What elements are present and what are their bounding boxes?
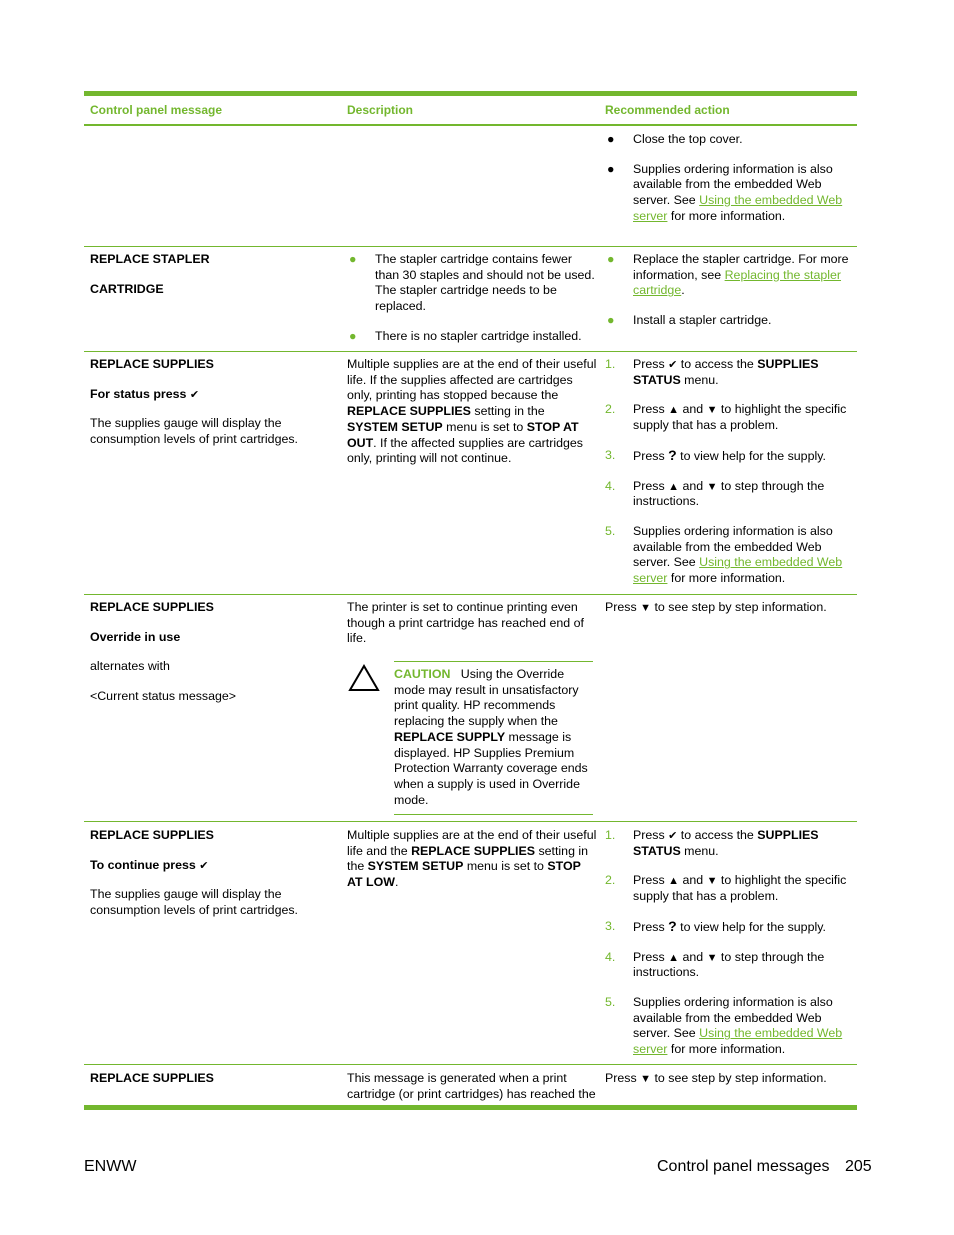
step-text: to step through the instructions. [633, 478, 825, 509]
step-number: 1. [605, 828, 616, 842]
row4-description [347, 828, 597, 891]
action-text: to see step by step information. [651, 1071, 827, 1085]
message-note: alternates with [90, 659, 170, 674]
bullet: ● [349, 328, 357, 343]
description-text: There is no stapler cartridge installed. [375, 328, 582, 343]
down-arrow-icon: ▼ [706, 951, 718, 964]
down-arrow-icon: ▼ [706, 404, 718, 417]
link-embedded-web-server[interactable]: Using the embedded Web server [633, 193, 843, 223]
checkmark-icon: ✔ [189, 388, 200, 401]
link-replacing-stapler-cartridge[interactable]: Replacing the stapler cartridge [633, 267, 842, 298]
description-text: setting in the [470, 404, 545, 419]
step-text: Press [633, 357, 665, 371]
row1-actions [605, 252, 855, 343]
step-text: and [679, 949, 707, 964]
header-rule [84, 124, 857, 126]
message-name: REPLACE STAPLER [90, 252, 210, 266]
step-text: Press [633, 828, 665, 842]
row5-description: This message is generated when a print cartridge (or print cartridges) has reached the [347, 1071, 596, 1101]
step-number: 1. [605, 357, 616, 371]
row0-actions [607, 132, 855, 239]
caution-text: Using the Override mode may result in unsatisfactory print quality. HP recommends replacing the supply when the [394, 667, 579, 729]
down-arrow-icon: ▼ [706, 875, 718, 888]
description-text: menu is set to [463, 859, 548, 874]
step-text: Press [633, 402, 665, 417]
row4-steps [605, 828, 855, 1072]
step-text: to highlight the specific supply that has a problem. [633, 873, 847, 904]
caution-box [394, 661, 593, 815]
down-arrow-icon: ▼ [640, 602, 652, 614]
link-embedded-web-server[interactable]: Using the embedded Web server [633, 555, 843, 586]
message-name: REPLACE SUPPLIES [90, 600, 214, 614]
step-text: to view help for the supply. [676, 919, 826, 934]
caution-label: CAUTION [394, 667, 451, 681]
header-control-panel-message: Control panel message [90, 103, 223, 117]
step-text: Supplies ordering information is also available from the embedded Web server. See [633, 523, 833, 570]
row3-description: The printer is set to continue printing even though a print cartridge has reached end of life. [347, 600, 584, 646]
action-text: . [681, 283, 685, 298]
step-text: menu. [680, 372, 719, 387]
row3-action [605, 600, 855, 616]
description-text: . [394, 875, 399, 890]
step-text: Press [633, 919, 665, 934]
row1-message [90, 252, 335, 311]
step-text: Press [633, 478, 665, 493]
row5-message [90, 1071, 335, 1087]
action-text: Replace the stapler cartridge. For more information, see [633, 252, 849, 282]
row4-message [90, 828, 335, 933]
message-note: The supplies gauge will display the consumption levels of print cartridges. [90, 416, 298, 447]
header-recommended-action: Recommended action [605, 103, 730, 117]
action-text: Press [605, 600, 637, 614]
row2-message [90, 357, 335, 462]
action-text: for more information. [667, 208, 786, 223]
step-number: 2. [605, 402, 616, 417]
description-text: setting in the [347, 843, 589, 874]
step-number: 3. [605, 447, 616, 462]
description-text: . If the affected supplies are cartridges only, printing will not continue. [347, 435, 583, 466]
description-bold: REPLACE SUPPLIES [411, 843, 536, 858]
checkmark-icon: ✔ [668, 359, 678, 371]
step-text: to highlight the specific supply that has a problem. [633, 402, 847, 433]
step-text: menu. [680, 843, 719, 858]
description-bold: STOP AT OUT [347, 419, 579, 450]
bullet: ● [607, 161, 615, 176]
message-subtitle: For status press [90, 386, 187, 401]
row3-message [90, 600, 335, 719]
step-text: Press [633, 949, 665, 964]
checkmark-icon: ✔ [668, 830, 678, 842]
row2-steps [605, 357, 855, 601]
step-number: 5. [605, 994, 616, 1009]
table-top-rule [84, 91, 857, 96]
header-description: Description [347, 103, 414, 117]
row2-description [347, 357, 597, 467]
caution-icon [348, 664, 380, 692]
description-text: Multiple supplies are at the end of their useful life. If the supplies affected are cartridges only, printing has stopped because the [347, 357, 597, 403]
action-text: Install a stapler cartridge. [633, 313, 772, 328]
caution-bold: REPLACE SUPPLY [394, 729, 506, 744]
bullet: ● [349, 252, 357, 266]
message-name: CARTRIDGE [90, 281, 164, 296]
message-subtitle: Override in use [90, 629, 181, 644]
message-note: The supplies gauge will display the consumption levels of print cartridges. [90, 887, 298, 918]
step-bold: SUPPLIES STATUS [633, 357, 819, 387]
description-text: The stapler cartridge contains fewer than 30 staples and should not be used. The stapler cartridge needs to be replaced. [375, 252, 595, 314]
footer-section: Control panel messages [657, 1158, 830, 1175]
step-text: to access the [677, 357, 758, 371]
step-bold: SUPPLIES STATUS [633, 828, 819, 858]
action-text: Press [605, 1071, 637, 1085]
description-text: Multiple supplies are at the end of their useful life and the [347, 828, 597, 858]
up-arrow-icon: ▲ [668, 875, 680, 888]
message-name: REPLACE SUPPLIES [90, 357, 214, 371]
up-arrow-icon: ▲ [668, 480, 680, 493]
footer-left: ENWW [84, 1158, 137, 1175]
message-name: REPLACE SUPPLIES [90, 1071, 214, 1085]
description-bold: REPLACE SUPPLIES [347, 404, 471, 419]
message-name: REPLACE SUPPLIES [90, 828, 214, 842]
row-divider [84, 821, 857, 822]
message-subtitle: To continue press [90, 857, 196, 872]
step-number: 4. [605, 478, 616, 493]
table-bottom-rule [84, 1105, 857, 1110]
step-text: to access the [677, 828, 758, 842]
link-embedded-web-server[interactable]: Using the embedded Web server [633, 1026, 843, 1057]
bullet: ● [607, 313, 615, 328]
step-text: and [679, 478, 707, 493]
row5-action [605, 1071, 855, 1087]
row-divider [84, 351, 857, 352]
step-number: 3. [605, 918, 616, 933]
step-text: for more information. [667, 1042, 786, 1057]
up-arrow-icon: ▲ [668, 951, 680, 964]
description-text: menu is set to [442, 419, 527, 434]
row-divider [84, 246, 857, 247]
step-text: Press [633, 448, 665, 463]
up-arrow-icon: ▲ [668, 404, 680, 417]
page-number: 205 [845, 1158, 872, 1175]
down-arrow-icon: ▼ [640, 1073, 652, 1085]
step-text: to view help for the supply. [676, 448, 826, 463]
step-text: Press [633, 873, 665, 888]
action-text: Close the top cover. [633, 132, 743, 146]
description-bold: SYSTEM SETUP [347, 419, 443, 434]
row1-description [347, 252, 597, 359]
step-number: 2. [605, 873, 616, 888]
bullet: ● [607, 132, 615, 146]
step-text: for more information. [667, 571, 786, 586]
down-arrow-icon: ▼ [706, 480, 718, 493]
row-divider [84, 1064, 857, 1065]
description-bold: SYSTEM SETUP [367, 859, 464, 874]
action-text: Supplies ordering information is also available from the embedded Web server. See [633, 161, 833, 208]
step-text: to step through the instructions. [633, 949, 825, 980]
action-text: to see step by step information. [651, 600, 827, 614]
step-text: Supplies ordering information is also available from the embedded Web server. See [633, 994, 833, 1041]
step-number: 5. [605, 523, 616, 538]
bullet: ● [607, 252, 615, 266]
description-bold: STOP AT LOW [347, 859, 581, 890]
help-icon: ? [668, 917, 677, 934]
caution-text: message is displayed. HP Supplies Premium Protection Warranty coverage ends when a supply is used in Override mode. [394, 729, 588, 807]
row-divider [84, 594, 857, 595]
step-number: 4. [605, 949, 616, 964]
checkmark-icon: ✔ [199, 859, 209, 872]
message-note: <Current status message> [90, 689, 237, 704]
help-icon: ? [668, 446, 677, 463]
step-text: and [679, 873, 707, 888]
step-text: and [679, 402, 707, 417]
